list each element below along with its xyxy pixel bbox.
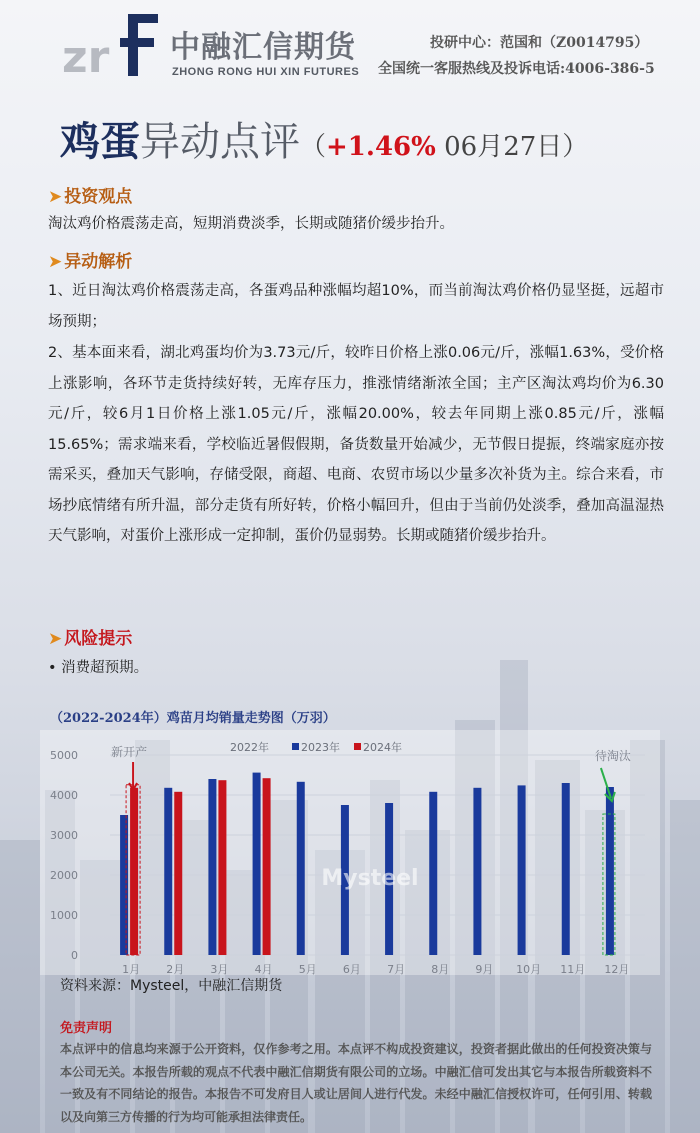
arrow-icon: ➤ [48, 252, 63, 272]
bar-2024-1月 [130, 788, 138, 955]
y-tick-label: 5000 [50, 749, 78, 762]
bar-2023-8月 [429, 792, 437, 955]
annotation-to-cull: 待淘汰 [594, 749, 631, 763]
disclaimer-text: 本点评中的信息均来源于公开资料，仅作参考之用。本点评不构成投资建议，投资者据此做出的任何投资决策与本公司无关。本报告所载的观点不代表中融汇信期货有限公司的立场。中融汇信可发出其它与本报告所载资料不一致及有不同结论的报告。本报告不可发府目人或让居间人进行代发。未经中融汇信授权许可，任何引用、转载以及向第三方传播的行为均可能承担法律责任。 [60, 1042, 652, 1124]
chick-sales-chart [40, 730, 660, 975]
bar-2023-1月 [120, 815, 128, 955]
x-tick-label: 3月 [210, 963, 229, 975]
arrow-icon: ➤ [48, 629, 63, 649]
legend-swatch-2023年 [292, 743, 299, 750]
section-heading-analysis-label: 异动解析 [64, 252, 133, 272]
legend-label: 2023年 [301, 741, 340, 754]
x-tick-label: 8月 [431, 963, 450, 975]
title-type: 异动点评 [140, 119, 300, 165]
legend-label: 2022年 [230, 741, 269, 754]
view-text: 淘汰鸡价格震荡走高，短期消费淡季，长期或随猪价缓步抬升。 [48, 216, 454, 232]
x-tick-label: 1月 [122, 963, 141, 975]
y-tick-label: 4000 [50, 789, 78, 802]
logo-english-name: ZHONG RONG HUI XIN FUTURES [172, 66, 360, 78]
bar-2024-4月 [263, 778, 271, 955]
svg-text:zr: zr [62, 32, 110, 80]
x-tick-label: 9月 [475, 963, 494, 975]
bar-2023-2月 [164, 788, 172, 955]
annotation-new-open: 新开产 [111, 745, 148, 759]
title-paren-open: （ [300, 132, 327, 162]
y-tick-label: 1000 [50, 909, 78, 922]
x-tick-label: 11月 [560, 963, 586, 975]
chart-title: （2022-2024年）鸡苗月均销量走势图（万羽） [50, 711, 336, 726]
y-tick-label: 2000 [50, 869, 78, 882]
x-tick-label: 12月 [604, 963, 630, 975]
analysis-paragraph-1: 1、近日淘汰鸡价格震荡走高，各蛋鸡品种涨幅均超10%，而当前淘汰鸡价格仍显坚挺，远超市场预期； [48, 283, 664, 330]
title-date: 06月27日 [435, 132, 563, 162]
title-paren-close: ） [562, 132, 589, 162]
arrow-icon: ➤ [48, 187, 63, 207]
section-heading-risk [48, 624, 132, 649]
section-heading-analysis [48, 247, 132, 272]
page-title [60, 110, 588, 170]
section-heading-view [48, 182, 132, 207]
header [0, 0, 700, 100]
data-source: 资料来源：Mysteel，中融汇信期货 [60, 978, 283, 994]
logo-chinese-name: 中融汇信期货 [170, 30, 356, 65]
watermark-text: Mysteel [321, 866, 419, 891]
y-tick-label: 3000 [50, 829, 78, 842]
bar-2023-4月 [253, 773, 261, 955]
risk-item-text: 消费超预期。 [61, 660, 149, 676]
section-heading-view-label: 投资观点 [64, 187, 133, 207]
bar-2023-5月 [297, 782, 305, 955]
y-tick-label: 0 [71, 949, 78, 962]
bar-2023-10月 [518, 785, 526, 955]
x-tick-label: 5月 [298, 963, 317, 975]
disclaimer-title: 免责声明 [60, 1021, 113, 1036]
bar-2023-12月 [606, 787, 614, 955]
legend-swatch-2024年 [354, 743, 361, 750]
section-heading-risk-label: 风险提示 [64, 629, 133, 649]
bar-2024-3月 [218, 780, 226, 955]
bar-2024-2月 [174, 792, 182, 955]
hotline-info: 全国统一客服热线及投诉电话:4006-386-5 [378, 61, 655, 77]
x-tick-label: 2月 [166, 963, 185, 975]
x-tick-label: 6月 [342, 963, 361, 975]
title-product: 鸡蛋 [60, 118, 140, 165]
title-change: +1.46% [326, 132, 436, 162]
risk-item [48, 653, 664, 684]
x-tick-label: 4月 [254, 963, 273, 975]
bar-2023-3月 [208, 779, 216, 955]
bar-2023-9月 [473, 788, 481, 955]
bullet-icon: • [48, 660, 62, 676]
analysis-paragraph-2: 2、基本面来看，湖北鸡蛋均价为3.73元/斤，较昨日价格上涨0.06元/斤，涨幅1.63%，受价格上涨影响，各环节走货持续好转，无库存压力，推涨情绪渐浓全国；主产区淘汰鸡均价为6.30元/斤，较6月1日价格上涨1.05元/斤，涨幅20.00%，较去年同期上涨0.85元/斤，涨幅15.65%；需求端来看，学校临近暑假假期，备货数量开始减少，无节假日提振，终端家庭亦按需采买，叠加天气影响，存储受限，商超、电商、农贸市场以少量多次补货为主。综合来看，市场抄底情绪有所升温，部分走货有所好转，价格小幅回升，但由于当前仍处淡季，叠加高温湿热天气影响，对蛋价上涨形成一定抑制，蛋价仍显弱势。长期或随猪价缓步抬升。 [48, 345, 664, 544]
x-tick-label: 7月 [387, 963, 406, 975]
bar-2023-11月 [562, 783, 570, 955]
x-tick-label: 10月 [516, 963, 542, 975]
analyst-info: 投研中心：范国和（Z0014795） [430, 35, 649, 51]
company-logo-icon [62, 10, 162, 80]
legend-label: 2024年 [363, 741, 402, 754]
